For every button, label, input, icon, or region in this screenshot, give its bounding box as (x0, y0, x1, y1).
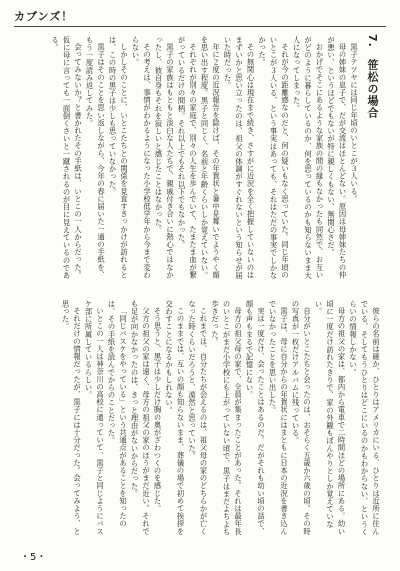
paragraph: しかしそのことに、いとこたちとの関係を見直すきっかけが訪れるとは、この時の黒子は少しも思っていなかった。 (108, 36, 129, 279)
paragraph: 父方の祖父の家は遠く、母方の祖父の家のほうがまだ近い。それでも足が向かなかったのは、きっと理由がないからだった。 (130, 300, 151, 536)
paragraph: これまでは、自分たちが会えるのは、祖父母の家のどちらかが亡くなった時くらいだろうと、漠然と思っていた。 (188, 300, 209, 536)
paragraph: 母方の祖父の家は、都内から電車で二時間ほどの場所にある。幼い頃に一度だけ訪れたきりで、家の外観もぼんやりとしか覚えていない。 (314, 300, 347, 536)
chapter-number: 7. (366, 34, 379, 48)
paragraph: 自分がいとこたちと会ったのは、おそらく五歳か六歳の頃。その時の写真が一枚だけアルバムに残っている。 (291, 300, 312, 536)
chapter-title: 笹松の場合 (366, 58, 379, 119)
paragraph: その無関心は現在まで続き、さすがに近況を全く把握していないのはまずいかと思い立ったのは、祖父の体調がすぐれないという知らせが届いた時だった。 (223, 36, 256, 280)
paragraph: 母方の祖父母の家で、全員が集まったことがあった。それは最年長のいとこがまだ小学校にも上がっていない頃で、黒子はまだよちよち歩きだった。 (211, 300, 243, 536)
paragraph: 黒子テツヤには同じ年頃のいとこが３人いる。 (350, 43, 359, 203)
paragraph: このままでは、互いの顔も知らないまま、葬儀の場で初めて挨拶を交わすことになるかもしれない。 (165, 300, 186, 536)
paragraph: そう思うと、黒子は少しだけ胸の奥がざわつくのを感じた。 (153, 307, 163, 513)
paragraph: 黒子の家族はもともと淡白な人たちで、親戚付き合いに熱心ではなかったし、彼自身もそれを寂しいと感じたことはなかった。 (154, 36, 175, 279)
paragraph: その考えは、事情がわかるようになった小学校低学年から今まで変わらない。 (131, 36, 152, 279)
paragraph: 黒子はそのことを思い返しながら、今年の春に届いた一通の手紙を、もう一度読み返してみた。 (85, 36, 106, 279)
book-title: カブンズ！ (14, 10, 74, 23)
paragraph: それが今の距離感なのだと、何の疑いもなく思っていた。同じ年頃のいとこが３人いる、という事実はあっても、それはただの事実でしかなかった。 (258, 36, 290, 280)
paragraph: いとこの一人は神奈川の高校に通っていて、黒子と同じようにバスケ部に所属しているらしい。 (84, 300, 105, 536)
paragraph: 「同じバスケをやっている」という共通点があることを知ったのは、その手紙を読んでからのことだった。 (107, 300, 128, 528)
paragraph: 会ってみないか？と書かれたその手紙は、いとこの一人からだった。仮に母に言っても一面倒くさいと一蹴されるのが目に見えているのである。 (51, 36, 83, 280)
paragraph: それぞれが別々の家庭で、別々の人生を歩んでいて、たまたま血が繋がっているだけの間柄。それ以上でもそれ以下でもなかった。 (177, 36, 198, 279)
paragraph: 彼らの名前は確か、ひとりはアメリカにいる、ひとりは近所に住んでいる、そしてもうひとりはどこにいるのかもわからない、というくらいの情報しかない。 (349, 300, 381, 536)
page-number: ・5・ (20, 552, 47, 563)
body-text-upper (42, 36, 360, 284)
paragraph: それだけの情報だったが、黒子には十分だった。会ってみよう、と思った。 (61, 300, 82, 536)
header-divider (14, 26, 386, 27)
paragraph: おかげでそこにあるような家族の間の縁もなかったも同然で、お互いがどのように暮らしているのか、何を思っているのかも知らないまま大人になってしまった。 (292, 36, 325, 280)
chapter-heading (364, 34, 380, 119)
body-text-lower (42, 300, 382, 540)
paragraph: 実は一度だけ、会ったことはあるのだ。だがそれも幼い頃の話で、顔も声もまるで記憶にない。 (245, 300, 266, 536)
paragraph: 母の姉妹の息子で、だが交流はほとんどない。原因は母姉妹たちの仲が悪い、というほどでもないが特に親しくもない、無関心さだ。 (327, 36, 348, 279)
paragraph: 年に２度の近況報告を除けば、その年賀状と暑中見舞いでようやく顔を思い出す程度。黒子と同じく、名前と年齢くらいしか覚えていない。 (200, 36, 221, 280)
paragraph: 黒子は、母に自分からの年賀状にはまともに日本の近況を書き込んでいなかったことを思い出した。 (268, 300, 289, 536)
